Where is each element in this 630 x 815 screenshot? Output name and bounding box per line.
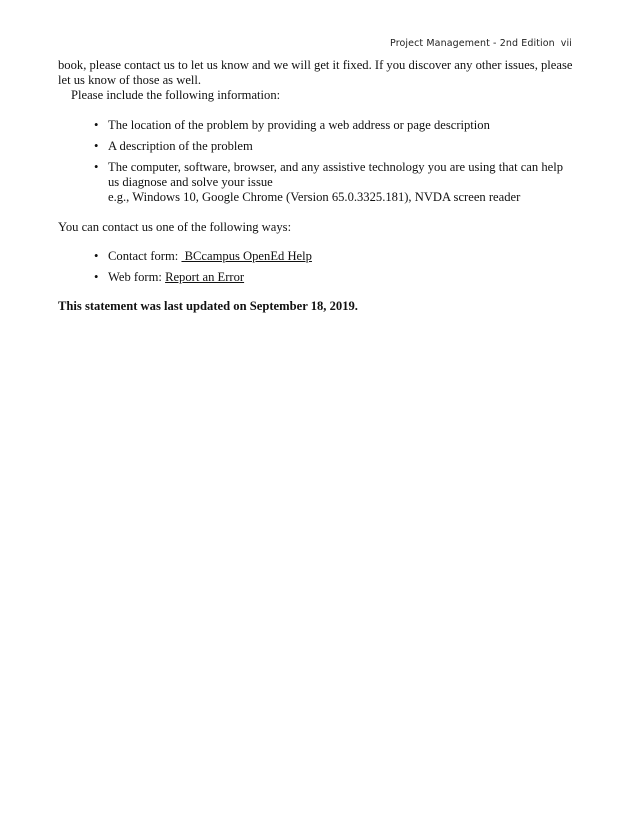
bccampus-opened-help-link[interactable]: BCcampus OpenEd Help [181,248,312,263]
list-item [94,118,574,133]
info-item-environment: The computer, software, browser, and any assistive technology you are using that can help us diagnose and solve your issue [108,160,564,190]
header-book-title: Project Management - 2nd Edition [390,38,555,49]
bullet-glyph: • [94,138,99,153]
list-item [94,249,574,264]
intro-continuation-paragraph: book, please contact us to let us know and we will get it fixed. If you discover any other issues, please let us know of those as well. [58,58,573,88]
list-item [94,270,574,285]
info-item-description: A description of the problem [108,138,253,153]
contact-list [58,249,574,285]
contact-form-label: Contact form: [108,248,179,263]
running-header [390,38,572,49]
bullet-glyph: • [94,160,99,175]
info-list [58,118,574,206]
info-item-location: The location of the problem by providing a web address or page description [108,117,490,132]
page-content [58,58,574,314]
bullet-glyph: • [94,248,99,263]
include-info-paragraph: Please include the following information: [71,88,281,103]
list-item [94,160,574,206]
last-updated-statement: This statement was last updated on September 18, 2019. [58,299,358,314]
report-an-error-link[interactable]: Report an Error [165,270,245,285]
bullet-glyph: • [94,270,99,285]
info-item-environment-example: e.g., Windows 10, Google Chrome (Version 65.0.3325.181), NVDA screen reader [108,190,521,205]
bullet-glyph: • [94,117,99,132]
contact-intro-paragraph: You can contact us one of the following ways: [58,219,292,234]
list-item [94,139,574,154]
header-page-number: vii [560,38,572,49]
web-form-label: Web form: [108,270,162,285]
